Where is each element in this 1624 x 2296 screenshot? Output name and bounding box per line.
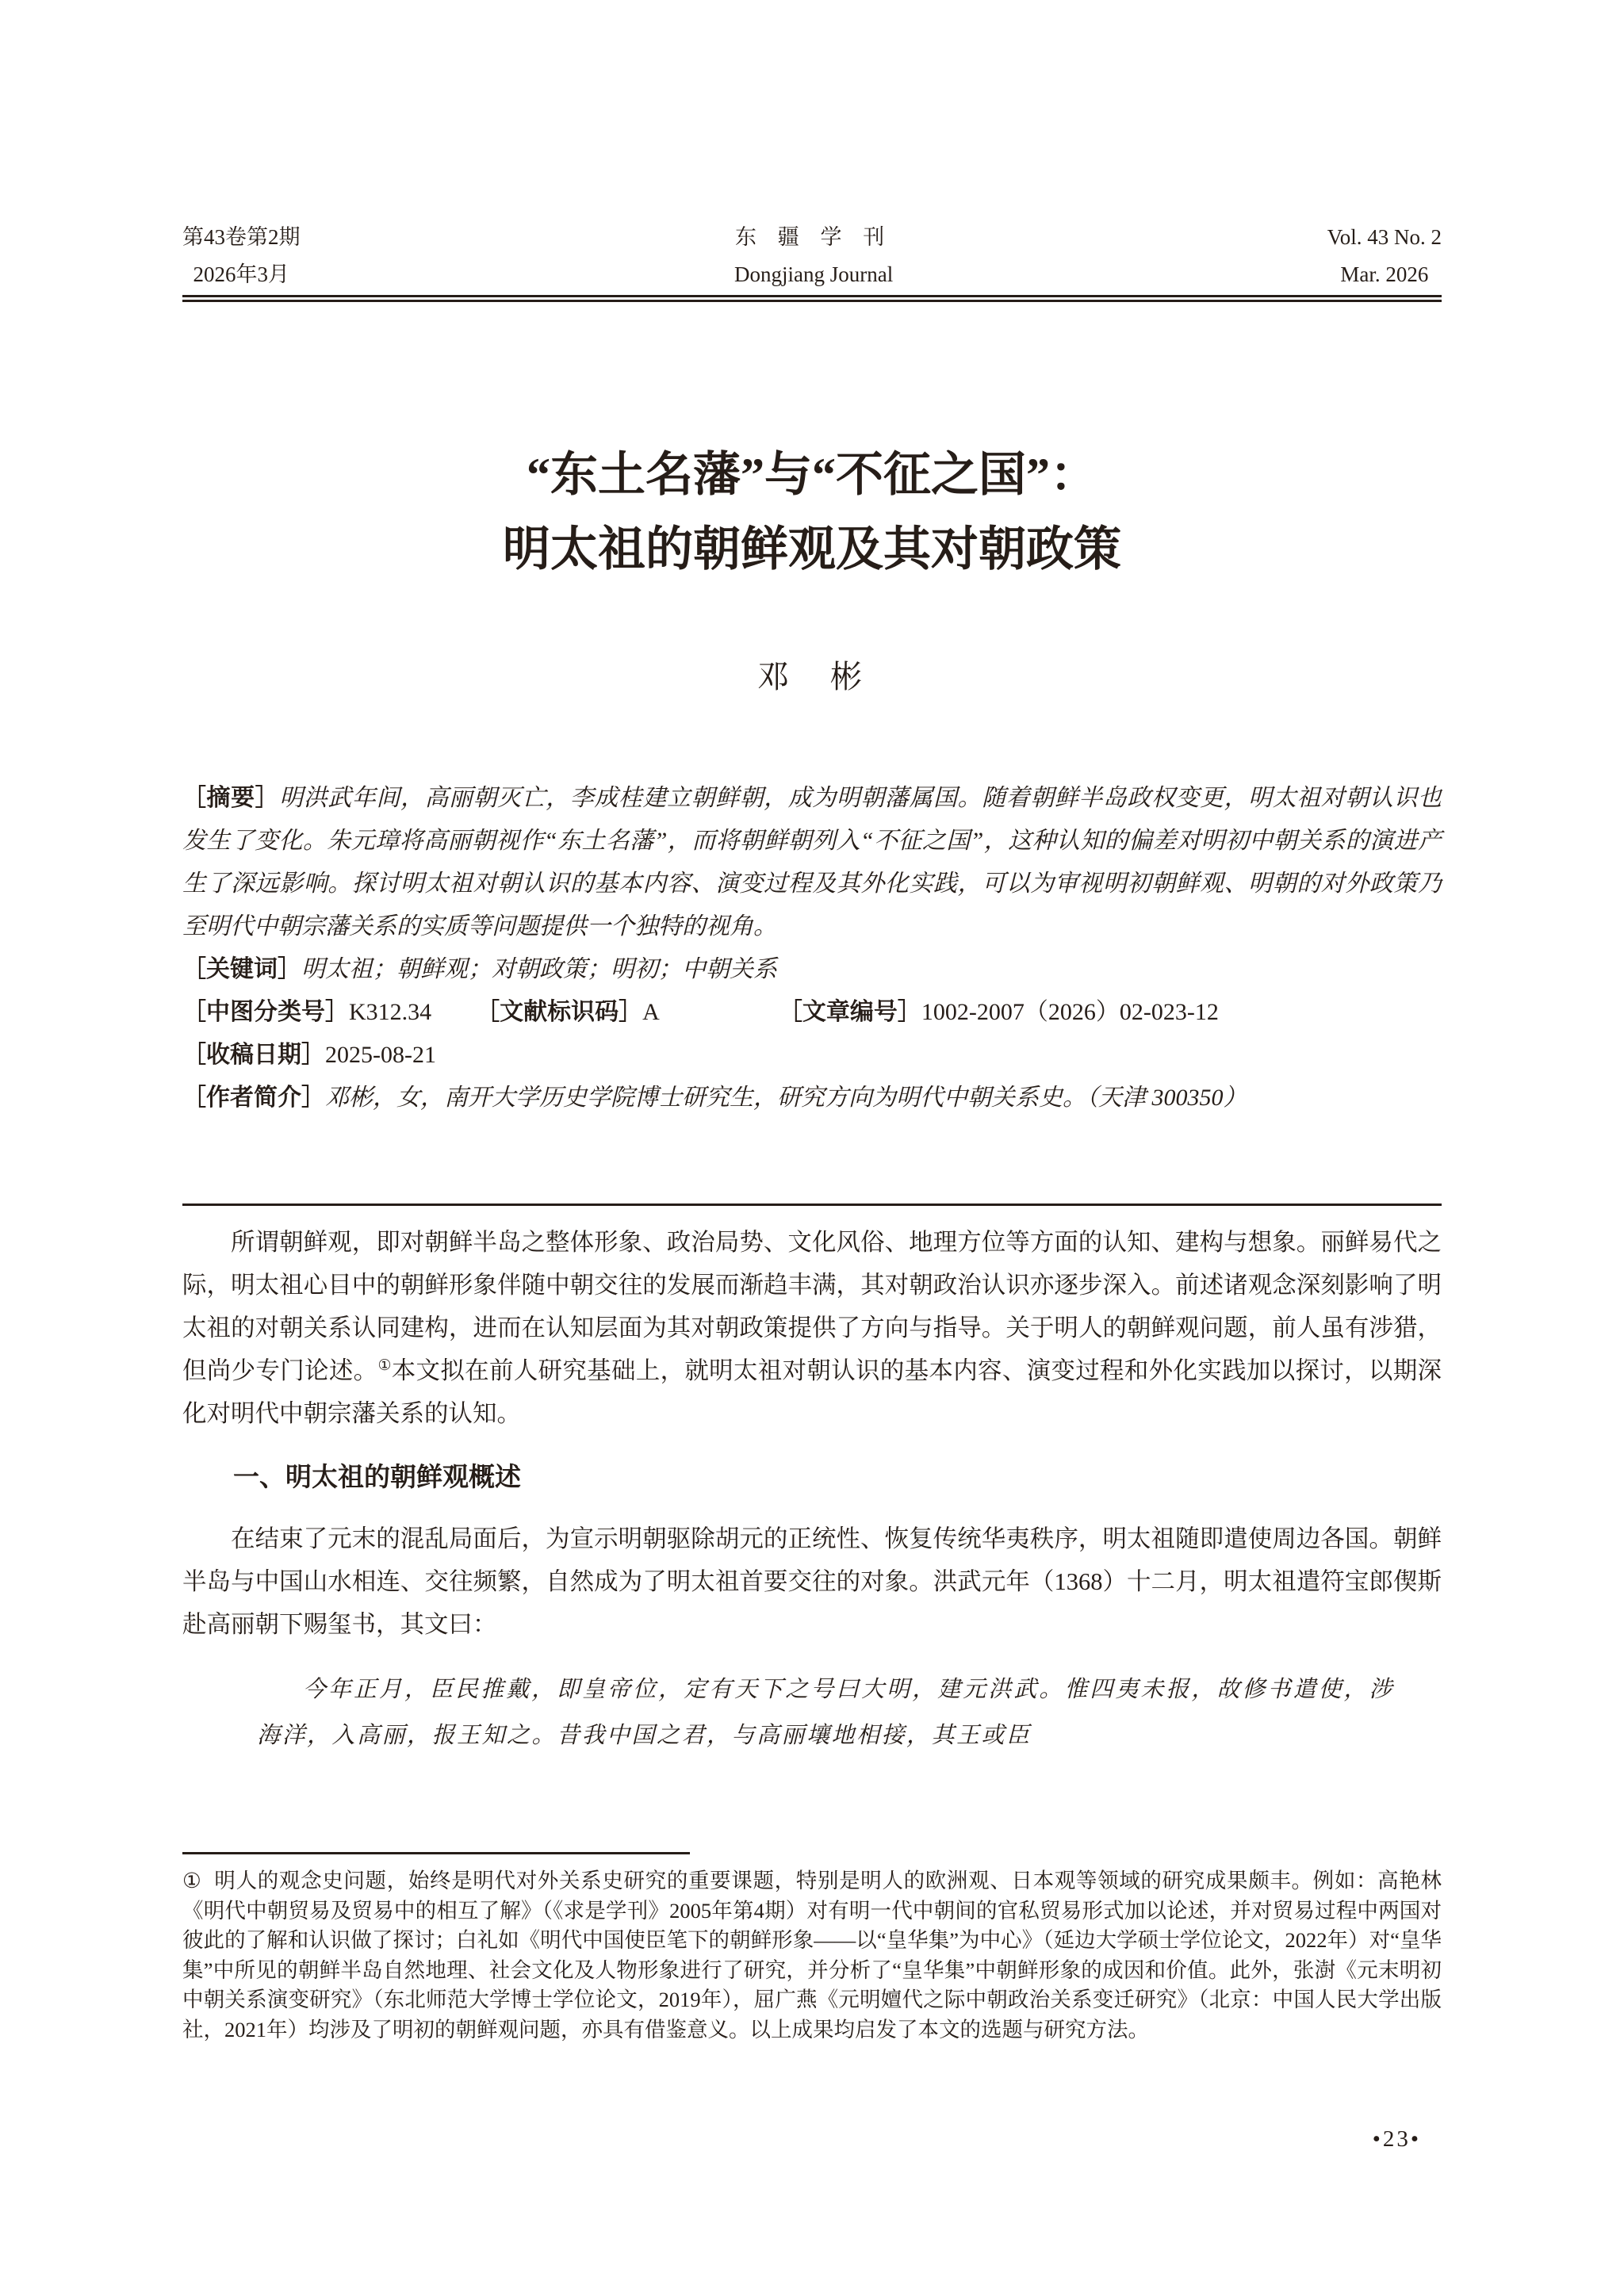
received-date-line bbox=[182, 1034, 1442, 1077]
article-id-label: ［文章编号］ bbox=[778, 999, 921, 1025]
clc-value: K312.34 bbox=[349, 999, 432, 1025]
footnote-1 bbox=[182, 1866, 1442, 2045]
author-bio-line bbox=[182, 1077, 1442, 1119]
abstract-label: ［摘要］ bbox=[182, 785, 280, 811]
header-date-en: Mar. 2026 bbox=[1340, 262, 1429, 286]
header-issue-info bbox=[182, 219, 301, 293]
journal-name-cn: 东 疆 学 刊 bbox=[734, 225, 893, 249]
article-title bbox=[182, 438, 1442, 587]
article-id-group bbox=[779, 999, 1219, 1025]
header-volume-issue-en: Vol. 43 No. 2 bbox=[1327, 225, 1442, 249]
author-bio-label: ［作者简介］ bbox=[182, 1085, 325, 1111]
article-metadata bbox=[182, 777, 1442, 1119]
footnote-1-marker: ① bbox=[182, 1869, 202, 1892]
doc-code-label: ［文献标识码］ bbox=[476, 999, 643, 1025]
block-quote: 今年正月，臣民推戴，即皇帝位，定有天下之号曰大明，建元洪武。惟四夷未报，故修书遣使，涉海洋，入高丽，报王知之。昔我中国之君，与高丽壤地相接，其王或臣 bbox=[257, 1677, 1394, 1748]
clc-label: ［中图分类号］ bbox=[182, 999, 349, 1025]
para1-text-a: 所谓朝鲜观，即对朝鲜半岛之整体形象、政治局势、文化风俗、地理方位等方面的认知、建构与想象。丽鲜易代之际，明太祖心目中的朝鲜形象伴随中朝交往的发展而渐趋丰满，其对朝政治认识亦逐步深入。前述诸观念深刻影响了明太祖的对朝关系认同建构，进而在认知层面为其对朝政策提供了方向与指导。关于明人的朝鲜观问题，前人虽有涉猎，但尚少专门论述。 bbox=[182, 1229, 1442, 1384]
header-volume-issue: 第43卷第2期 bbox=[182, 225, 301, 249]
header-journal-name bbox=[734, 219, 893, 293]
abstract-paragraph bbox=[182, 777, 1442, 948]
keywords-line bbox=[182, 948, 1442, 991]
doc-code-value: A bbox=[642, 999, 660, 1025]
journal-header bbox=[182, 219, 1442, 293]
clc-group bbox=[182, 999, 431, 1025]
page-number: •23• bbox=[1372, 2126, 1421, 2152]
keywords-label: ［关键词］ bbox=[182, 956, 301, 982]
section-heading-1: 一、明太祖的朝鲜观概述 bbox=[233, 1462, 521, 1491]
doc-code-group bbox=[476, 999, 660, 1025]
body-paragraph-1 bbox=[182, 1221, 1442, 1435]
article-author: 邓 彬 bbox=[757, 659, 867, 695]
footnote-section bbox=[182, 1866, 1442, 2045]
received-value: 2025-08-21 bbox=[325, 1042, 436, 1068]
received-label: ［收稿日期］ bbox=[182, 1042, 325, 1068]
header-issue-info-en bbox=[1327, 219, 1442, 293]
body-paragraph-2: 在结束了元末的混乱局面后，为宣示明朝驱除胡元的正统性、恢复传统华夷秩序，明太祖随即遣使周边各国。朝鲜半岛与中国山水相连、交往频繁，自然成为了明太祖首要交往的对象。洪武元年（1368）十二月，明太祖遣符宝郎偰斯赴高丽朝下赐玺书，其文曰： bbox=[182, 1525, 1442, 1638]
classification-line bbox=[182, 991, 1442, 1034]
header-date-cn: 2026年3月 bbox=[193, 262, 289, 286]
article-title-line1: “东土名藩”与“不征之国”： bbox=[527, 449, 1097, 501]
abstract-text: 明洪武年间，高丽朝灭亡，李成桂建立朝鲜朝，成为明朝藩属国。随着朝鲜半岛政权变更，明太祖对朝认识也发生了变化。朱元璋将高丽朝视作“东土名藩”，而将朝鲜朝列入“不征之国”，这种认知的偏差对明初中朝关系的演进产生了深远影响。探讨明太祖对朝认识的基本内容、演变过程及其外化实践，可以为审视明初朝鲜观、明朝的对外政策乃至明代中朝宗藩关系的实质等问题提供一个独特的视角。 bbox=[182, 785, 1442, 939]
footnote-1-text: 明人的观念史问题，始终是明代对外关系史研究的重要课题，特别是明人的欧洲观、日本观等领域的研究成果颇丰。例如：高艳林《明代中朝贸易及贸易中的相互了解》（《求是学刊》2005年第4期）对有明一代中朝间的官私贸易形式加以论述，并对贸易过程中两国对彼此的了解和认识做了探讨；白礼如《明代中国使臣笔下的朝鲜形象——以“皇华集”为中心》（延边大学硕士学位论文，2022年）对“皇华集”中所见的朝鲜半岛自然地理、社会文化及人物形象进行了研究，并分析了“皇华集”中朝鲜形象的成因和价值。此外，张澍《元末明初中朝关系演变研究》（东北师范大学博士学位论文，2019年），屈广燕《元明嬗代之际中朝政治关系变迁研究》（北京：中国人民大学出版社，2021年）均涉及了明初的朝鲜观问题，亦具有借鉴意义。以上成果均启发了本文的选题与研究方法。 bbox=[182, 1869, 1442, 2042]
keywords-text: 明太祖；朝鲜观；对朝政策；明初；中朝关系 bbox=[301, 956, 777, 982]
para1-text-b: 本文拟在前人研究基础上，就明太祖对朝认识的基本内容、演变过程和外化实践加以探讨，以期深化对明代中朝宗藩关系的认知。 bbox=[182, 1357, 1442, 1427]
article-body bbox=[182, 1221, 1442, 1758]
author-bio-text: 邓彬，女，南开大学历史学院博士研究生，研究方向为明代中朝关系史。（天津 300350） bbox=[325, 1085, 1247, 1111]
article-title-line2: 明太祖的朝鲜观及其对朝政策 bbox=[503, 523, 1121, 576]
header-double-rule bbox=[182, 295, 1442, 302]
footnote-reference-1: ① bbox=[377, 1357, 392, 1374]
footnote-separator-rule bbox=[182, 1852, 690, 1854]
journal-name-en: Dongjiang Journal bbox=[733, 262, 894, 286]
article-id-value: 1002-2007（2026）02-023-12 bbox=[921, 999, 1219, 1025]
body-separator-rule bbox=[182, 1203, 1442, 1206]
